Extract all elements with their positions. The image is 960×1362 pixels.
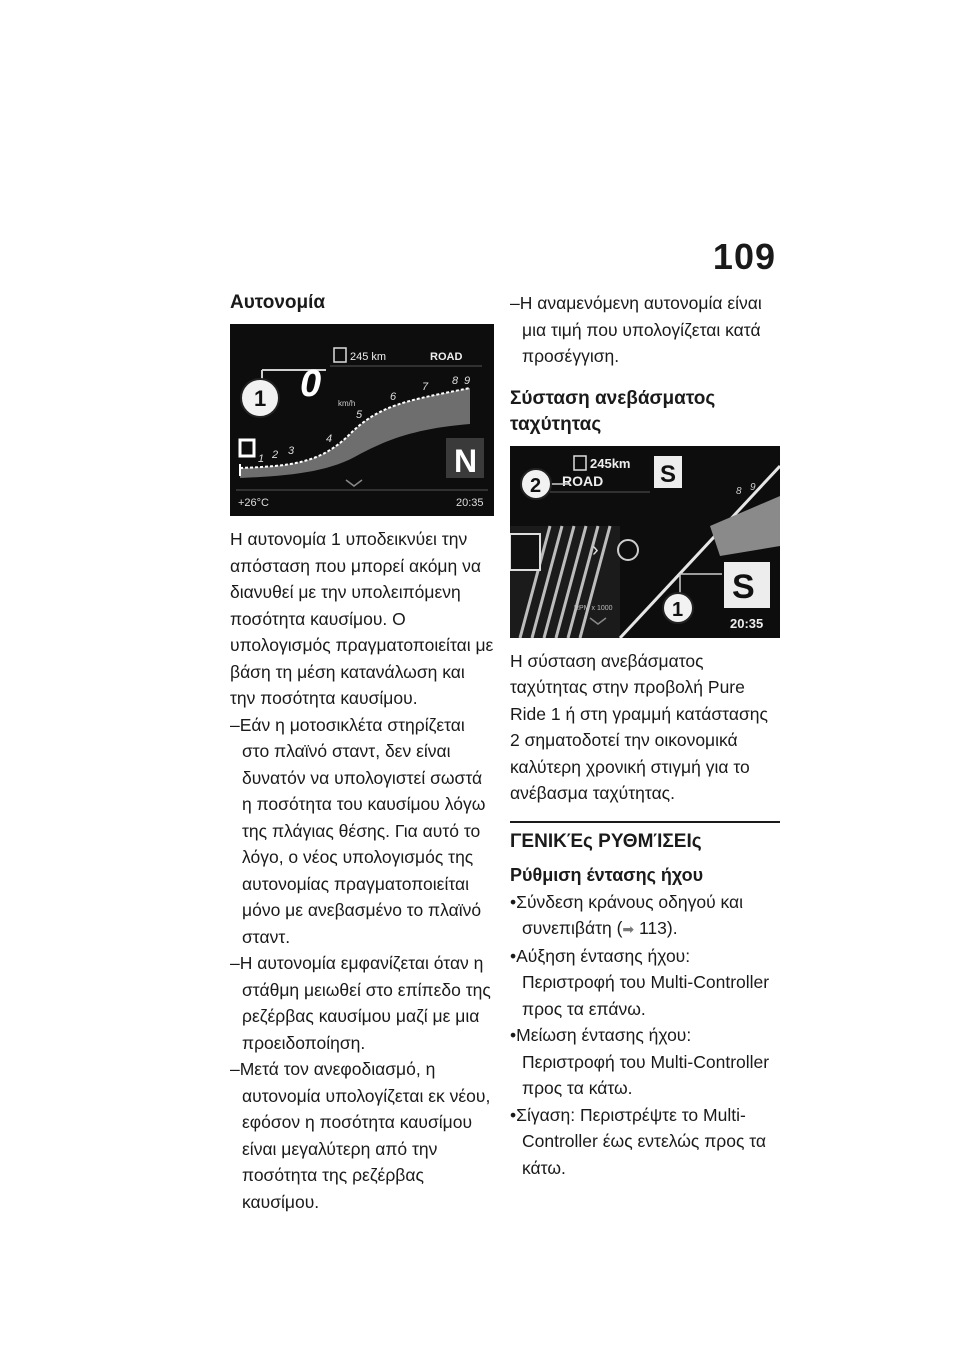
bullet-item: •Αύξηση έντασης ήχου: Περιστροφή του Multi-Controller προς τα επάνω. bbox=[510, 945, 770, 1019]
tft-display-shift bbox=[510, 446, 780, 638]
clock: 20:35 bbox=[730, 615, 764, 631]
page-number: 109 bbox=[712, 236, 776, 277]
rpm-axis-label: RPM x 1000 bbox=[574, 604, 613, 612]
chevron-right-icon: › bbox=[592, 538, 599, 561]
tft-display-range bbox=[230, 324, 494, 516]
bullet-item: •Μείωση έντασης ήχου: Περιστροφή του Multi-Controller προς τα κάτω. bbox=[510, 1025, 770, 1098]
callout-number: 2 bbox=[530, 474, 542, 497]
rpm-tick: 6 bbox=[390, 391, 397, 403]
rpm-tick: 2 bbox=[272, 449, 279, 461]
bullet-item bbox=[510, 889, 780, 943]
range-dashboard-figure bbox=[230, 324, 494, 516]
rpm-tick: 4 bbox=[326, 433, 333, 445]
range-point: –Εάν η μοτοσικλέτα στηρίζεται στο πλαϊνό σταντ, δεν είναι δυνατόν να υπολογιστεί σωστά η ποσότητα του καυσίμου λόγω της πλάγιας θέσης. Για αυτό το λόγο, ο νέος υπολογισμός της αυτονομίας πραγματοποιείται μόνο με ανεβασμένο το πλαϊνό σταντ. bbox=[230, 714, 486, 947]
range-value: 245 km bbox=[350, 351, 387, 363]
arrow-right-icon: ➡ bbox=[622, 921, 635, 937]
callout-number: 1 bbox=[254, 386, 267, 411]
range-intro: Η αυτονομία 1 υποδεικνύει την απόσταση που μπορεί ακόμη να διανυθεί με την υπολειπόμενη ποσότητα καυσίμου. Ο υπολογισμός πραγματοποιείται με βάση τη μέση κατανάλωση και την ποσότητα καυσίμου. bbox=[230, 529, 494, 708]
bullet-item: •Σίγαση: Περιστρέψτε το Multi-Controller έως εντελώς προς τα κάτω. bbox=[510, 1104, 767, 1178]
rpm-tick: 3 bbox=[288, 445, 295, 457]
speed-value: 0 bbox=[300, 363, 322, 405]
range-point: –Η αυτονομία εμφανίζεται όταν η στάθμη μειωθεί στο επίπεδο της ρεζέρβας καυσίμου μαζί με μια προειδοποίηση. bbox=[230, 953, 491, 1053]
rpm-tick: 9 bbox=[750, 481, 756, 493]
range-value: 245km bbox=[590, 455, 631, 471]
temperature: +26°C bbox=[238, 497, 270, 509]
callout-number: 1 bbox=[672, 598, 684, 621]
shift-dashboard-figure bbox=[510, 446, 780, 638]
range-heading: Αυτονομία bbox=[230, 292, 326, 313]
clock: 20:35 bbox=[456, 497, 484, 509]
rpm-tick: 8 bbox=[452, 375, 459, 387]
volume-subheading: Ρύθμιση έντασης ήχου bbox=[510, 864, 704, 885]
bullet-text: •Σύνδεση κράνους οδηγού και συνεπιβάτη ( bbox=[510, 891, 744, 938]
rpm-tick: 1 bbox=[258, 453, 265, 465]
shift-text: Η σύσταση ανεβάσματος ταχύτητας στην προβολή Pure Ride 1 ή στη γραμμή κατάστασης 2 σηματοδοτεί την οικονομικά καλύτερη χρονική στιγμή για το ανέβασμα ταχύτητας. bbox=[510, 650, 768, 803]
speed-unit: km/h bbox=[338, 399, 356, 408]
shift-heading: Σύσταση ανεβάσματος ταχύτητας bbox=[510, 387, 716, 435]
right-column bbox=[510, 290, 780, 1181]
range-point: –Μετά τον ανεφοδιασμό, η αυτονομία υπολογίζεται εκ νέου, εφόσον η ποσότητα καυσίμου είναι μεγαλύτερη από την ποσότητα της ρεζέρβας καυσίμου. bbox=[230, 1059, 491, 1212]
riding-mode: ROAD bbox=[562, 472, 604, 489]
shift-symbol: S bbox=[660, 460, 677, 488]
rpm-tick: 9 bbox=[464, 375, 471, 387]
section-title: ΓΕΝΙΚΈς ΡΥΘΜΊΣΕΙς bbox=[510, 830, 702, 852]
bullet-text: 113). bbox=[634, 918, 678, 938]
rpm-tick: 7 bbox=[422, 381, 429, 393]
gear-indicator: N bbox=[454, 443, 478, 479]
riding-mode: ROAD bbox=[430, 351, 463, 363]
section-divider bbox=[510, 821, 780, 823]
shift-symbol: S bbox=[732, 567, 755, 606]
range-note: –Η αναμενόμενη αυτονομία είναι μια τιμή που υπολογίζεται κατά προσέγγιση. bbox=[510, 293, 762, 366]
left-column bbox=[230, 290, 494, 1215]
rpm-tick: 5 bbox=[356, 409, 363, 421]
rpm-tick: 8 bbox=[736, 485, 742, 497]
